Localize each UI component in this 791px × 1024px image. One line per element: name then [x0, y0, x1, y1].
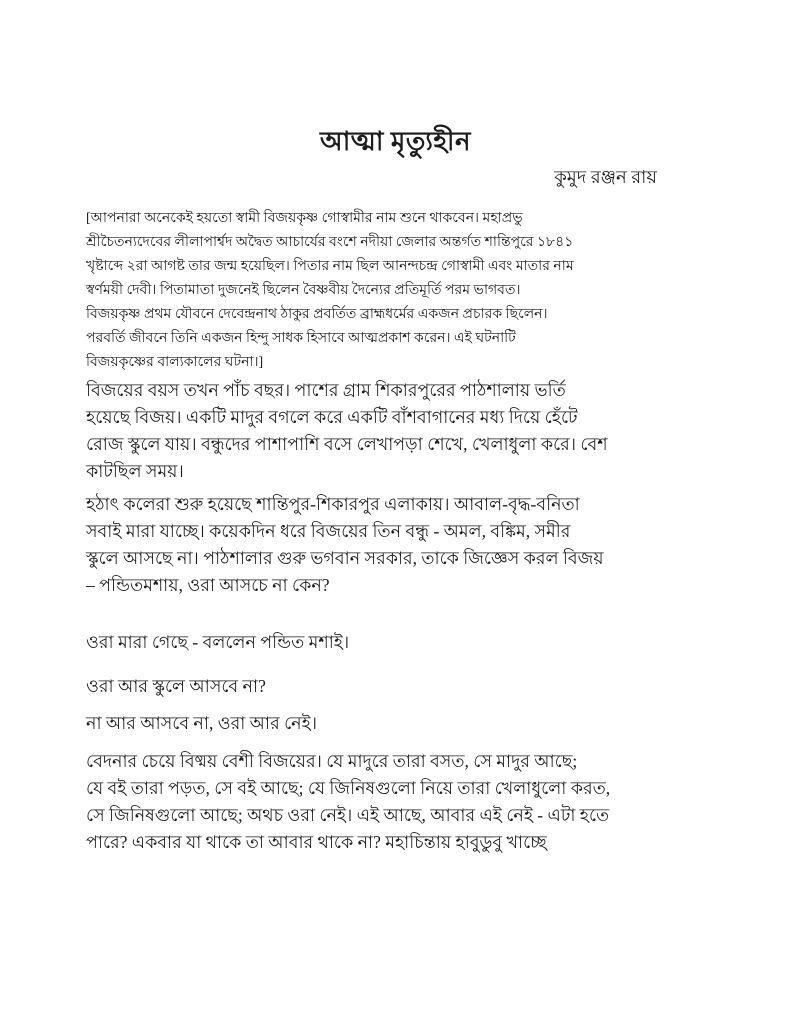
body-line: হঠাৎ কলেরা শুরু হয়েছে শান্তিপুর-শিকারপুর এলাকায়। আবাল-বৃদ্ধ-বনিতা: [86, 494, 580, 514]
body-line: সবাই মারা যাচ্ছে। কয়েকদিন ধরে বিজয়ের তিন বন্ধু - অমল, বঙ্কিম, সমীর: [86, 521, 571, 541]
intro-note-line: খৃষ্টাব্দে ২রা আগষ্ট তার জন্ম হয়েছিল। পিতার নাম ছিল আনন্দচন্দ্র গোস্বামী এবং মাতার নাম: [86, 259, 574, 274]
body-line: স্কুলে আসছে না। পাঠশালার গুরু ভগবান সরকার, তাকে জিজ্ঞেস করল বিজয়: [86, 548, 604, 568]
dialogue-vijay-question: ওরা আর স্কুলে আসবে না?: [86, 676, 266, 696]
intro-note-line: পরবর্তি জীবনে তিনি একজন হিন্দু সাধক হিসাবে আত্মপ্রকাশ করেন। এই ঘটনাটি: [86, 331, 516, 346]
dialogue-teacher-reply: ওরা মারা গেছে - বললেন পন্ডিত মশাই।: [86, 632, 350, 652]
body-line: যে বই তারা পড়ত, সে বই আছে; যে জিনিষগুলো নিয়ে তারা খেলাধুলো করত,: [86, 778, 611, 798]
intro-note-line: শ্রীচৈতন্যদেবের লীলাপার্শ্বদ অদ্বৈত আচার্যের বংশে নদীয়া জেলার অন্তর্গত শান্তিপুরে ১৮৪১: [86, 235, 574, 250]
intro-note-paragraph: [86, 207, 574, 375]
document-title: আত্মা মৃত্যুহীন: [319, 127, 472, 156]
paragraph-cholera: [86, 491, 604, 599]
body-line: বিজয়ের বয়স তখন পাঁচ বছর। পাশের গ্রাম শিকারপুরের পাঠশালায় ভর্তি: [86, 380, 566, 400]
body-line: রোজ স্কুলে যায়। বন্ধুদের পাশাপাশি বসে লেখাপড়া শেখে, খেলাধুলা করে। বেশ: [86, 434, 608, 454]
paragraph-wonder: [86, 748, 610, 856]
intro-note-line: স্বর্ণময়ী দেবী। পিতামাতা দুজনেই ছিলেন বৈষ্ণবীয় দৈন্যের প্রতিমূর্তি পরম ভাগবত।: [86, 283, 521, 298]
paragraph-school: [86, 377, 608, 485]
body-line: কাটছিল সময়।: [86, 461, 184, 481]
body-line: পারে? একবার যা থাকে তা আবার থাকে না? মহাচিন্তায় হাবুডুবু খাচ্ছে: [86, 832, 547, 852]
author-byline: কুমুদ রঞ্জন রায়: [554, 167, 657, 187]
intro-note-line: বিজয়কৃষ্ণের বাল্যকালের ঘটনা।]: [86, 355, 264, 370]
body-line: – পন্ডিতমশায়, ওরা আসচে না কেন?: [86, 575, 330, 595]
body-line: বেদনার চেয়ে বিষ্ময় বেশী বিজয়ের। যে মাদুরে তারা বসত, সে মাদুর আছে;: [86, 751, 578, 771]
body-line: হয়েছে বিজয়। একটি মাদুর বগলে করে একটি বাঁশবাগানের মধ্য দিয়ে হেঁটে: [86, 407, 578, 427]
body-line: সে জিনিষগুলো আছে; অথচ ওরা নেই। এই আছে, আবার এই নেই - এটা হতে: [86, 805, 610, 825]
intro-note-line: বিজয়কৃষ্ণ প্রথম যৌবনে দেবেন্দ্রনাথ ঠাকুর প্রবর্তিত ব্রাহ্মধর্মের একজন প্রচারক ছিলেন।: [86, 307, 548, 322]
intro-note-line: [আপনারা অনেকেই হয়তো স্বামী বিজয়কৃষ্ণ গোস্বামীর নাম শুনে থাকবেন। মহাপ্রভু: [86, 211, 523, 226]
dialogue-final-answer: না আর আসবে না, ওরা আর নেই।: [86, 713, 317, 733]
